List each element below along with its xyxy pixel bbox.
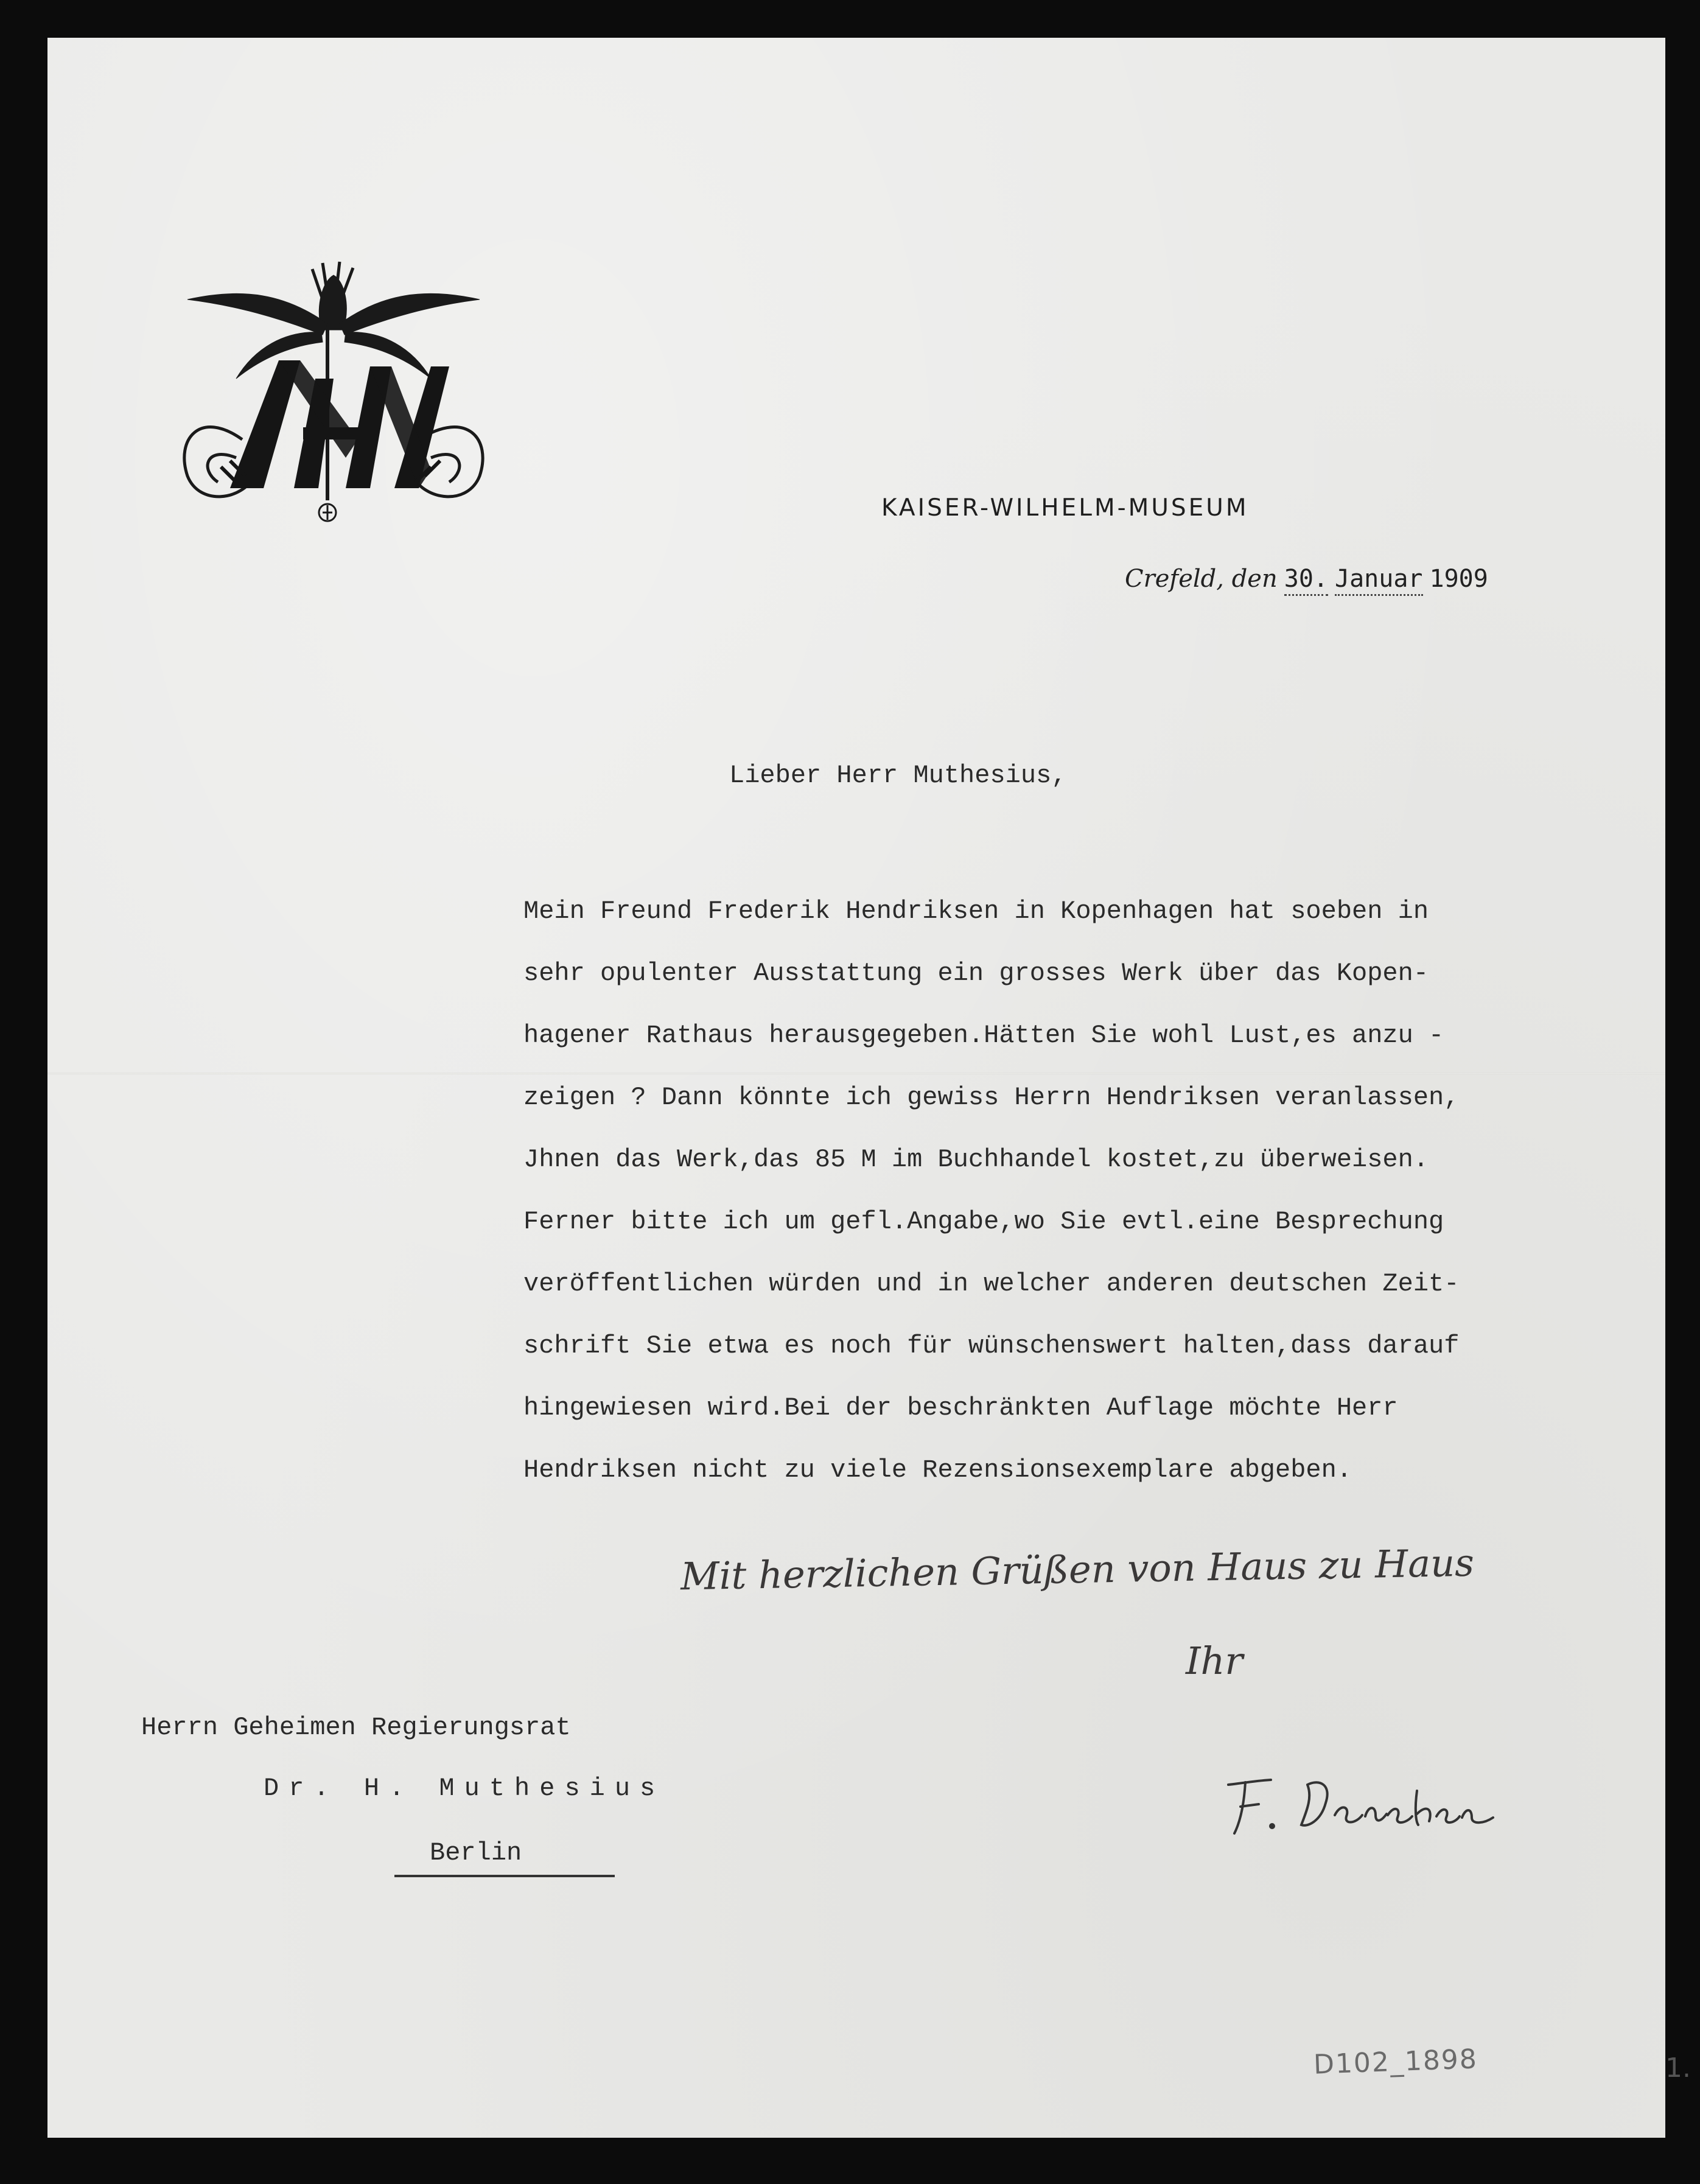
institution-name: KAISER-WILHELM-MUSEUM	[881, 494, 1249, 522]
city-underline	[394, 1875, 615, 1877]
page-number: 1.	[1665, 2053, 1691, 2084]
date-year: 1909	[1429, 565, 1488, 593]
body-line: hagener Rathaus herausgegeben.Hätten Sie wohl Lust,es anzu -	[523, 1021, 1444, 1050]
body-line: veröffentlichen würden und in welcher anderen deutschen Zeit-	[523, 1269, 1460, 1298]
dateline-place: Crefeld, den	[1125, 565, 1278, 593]
body-line: sehr opulenter Ausstattung ein grosses Werk über das Kopen-	[523, 959, 1429, 988]
museum-monogram-logo	[163, 257, 504, 537]
archive-shelfmark: D102_1898	[1313, 2043, 1478, 2081]
handwritten-ihr: Ihr	[1186, 1639, 1244, 1683]
recipient-city: Berlin	[430, 1838, 522, 1867]
letter-sheet	[47, 38, 1691, 2138]
recipient-line-2: Dr. H. Muthesius	[264, 1774, 665, 1803]
dateline	[1125, 562, 1488, 596]
body-line: Jhnen das Werk,das 85 M im Buchhandel kostet,zu überweisen.	[523, 1145, 1429, 1174]
handwritten-closing: Mit herzlichen Grüßen von Haus zu Haus	[680, 1540, 1475, 1599]
body-line: zeigen ? Dann könnte ich gewiss Herrn Hendriksen veranlassen,	[523, 1083, 1460, 1112]
salutation: Lieber Herr Muthesius,	[729, 761, 1067, 790]
body-line: schrift Sie etwa es noch für wünschenswert halten,dass darauf	[523, 1331, 1460, 1360]
letter-body	[523, 880, 1680, 1501]
handwritten-signature	[1216, 1766, 1502, 1839]
recipient-line-1: Herrn Geheimen Regierungsrat	[141, 1713, 571, 1742]
body-line: Ferner bitte ich um gefl.Angabe,wo Sie evtl.eine Besprechung	[523, 1207, 1444, 1236]
date-day: 30.	[1284, 565, 1328, 596]
body-line: Mein Freund Frederik Hendriksen in Kopenhagen hat soeben in	[523, 897, 1429, 926]
body-line: hingewiesen wird.Bei der beschränkten Auflage möchte Herr	[523, 1393, 1398, 1423]
body-line: Hendriksen nicht zu viele Rezensionsexemplare abgeben.	[523, 1455, 1352, 1485]
date-month: Januar	[1335, 565, 1423, 596]
